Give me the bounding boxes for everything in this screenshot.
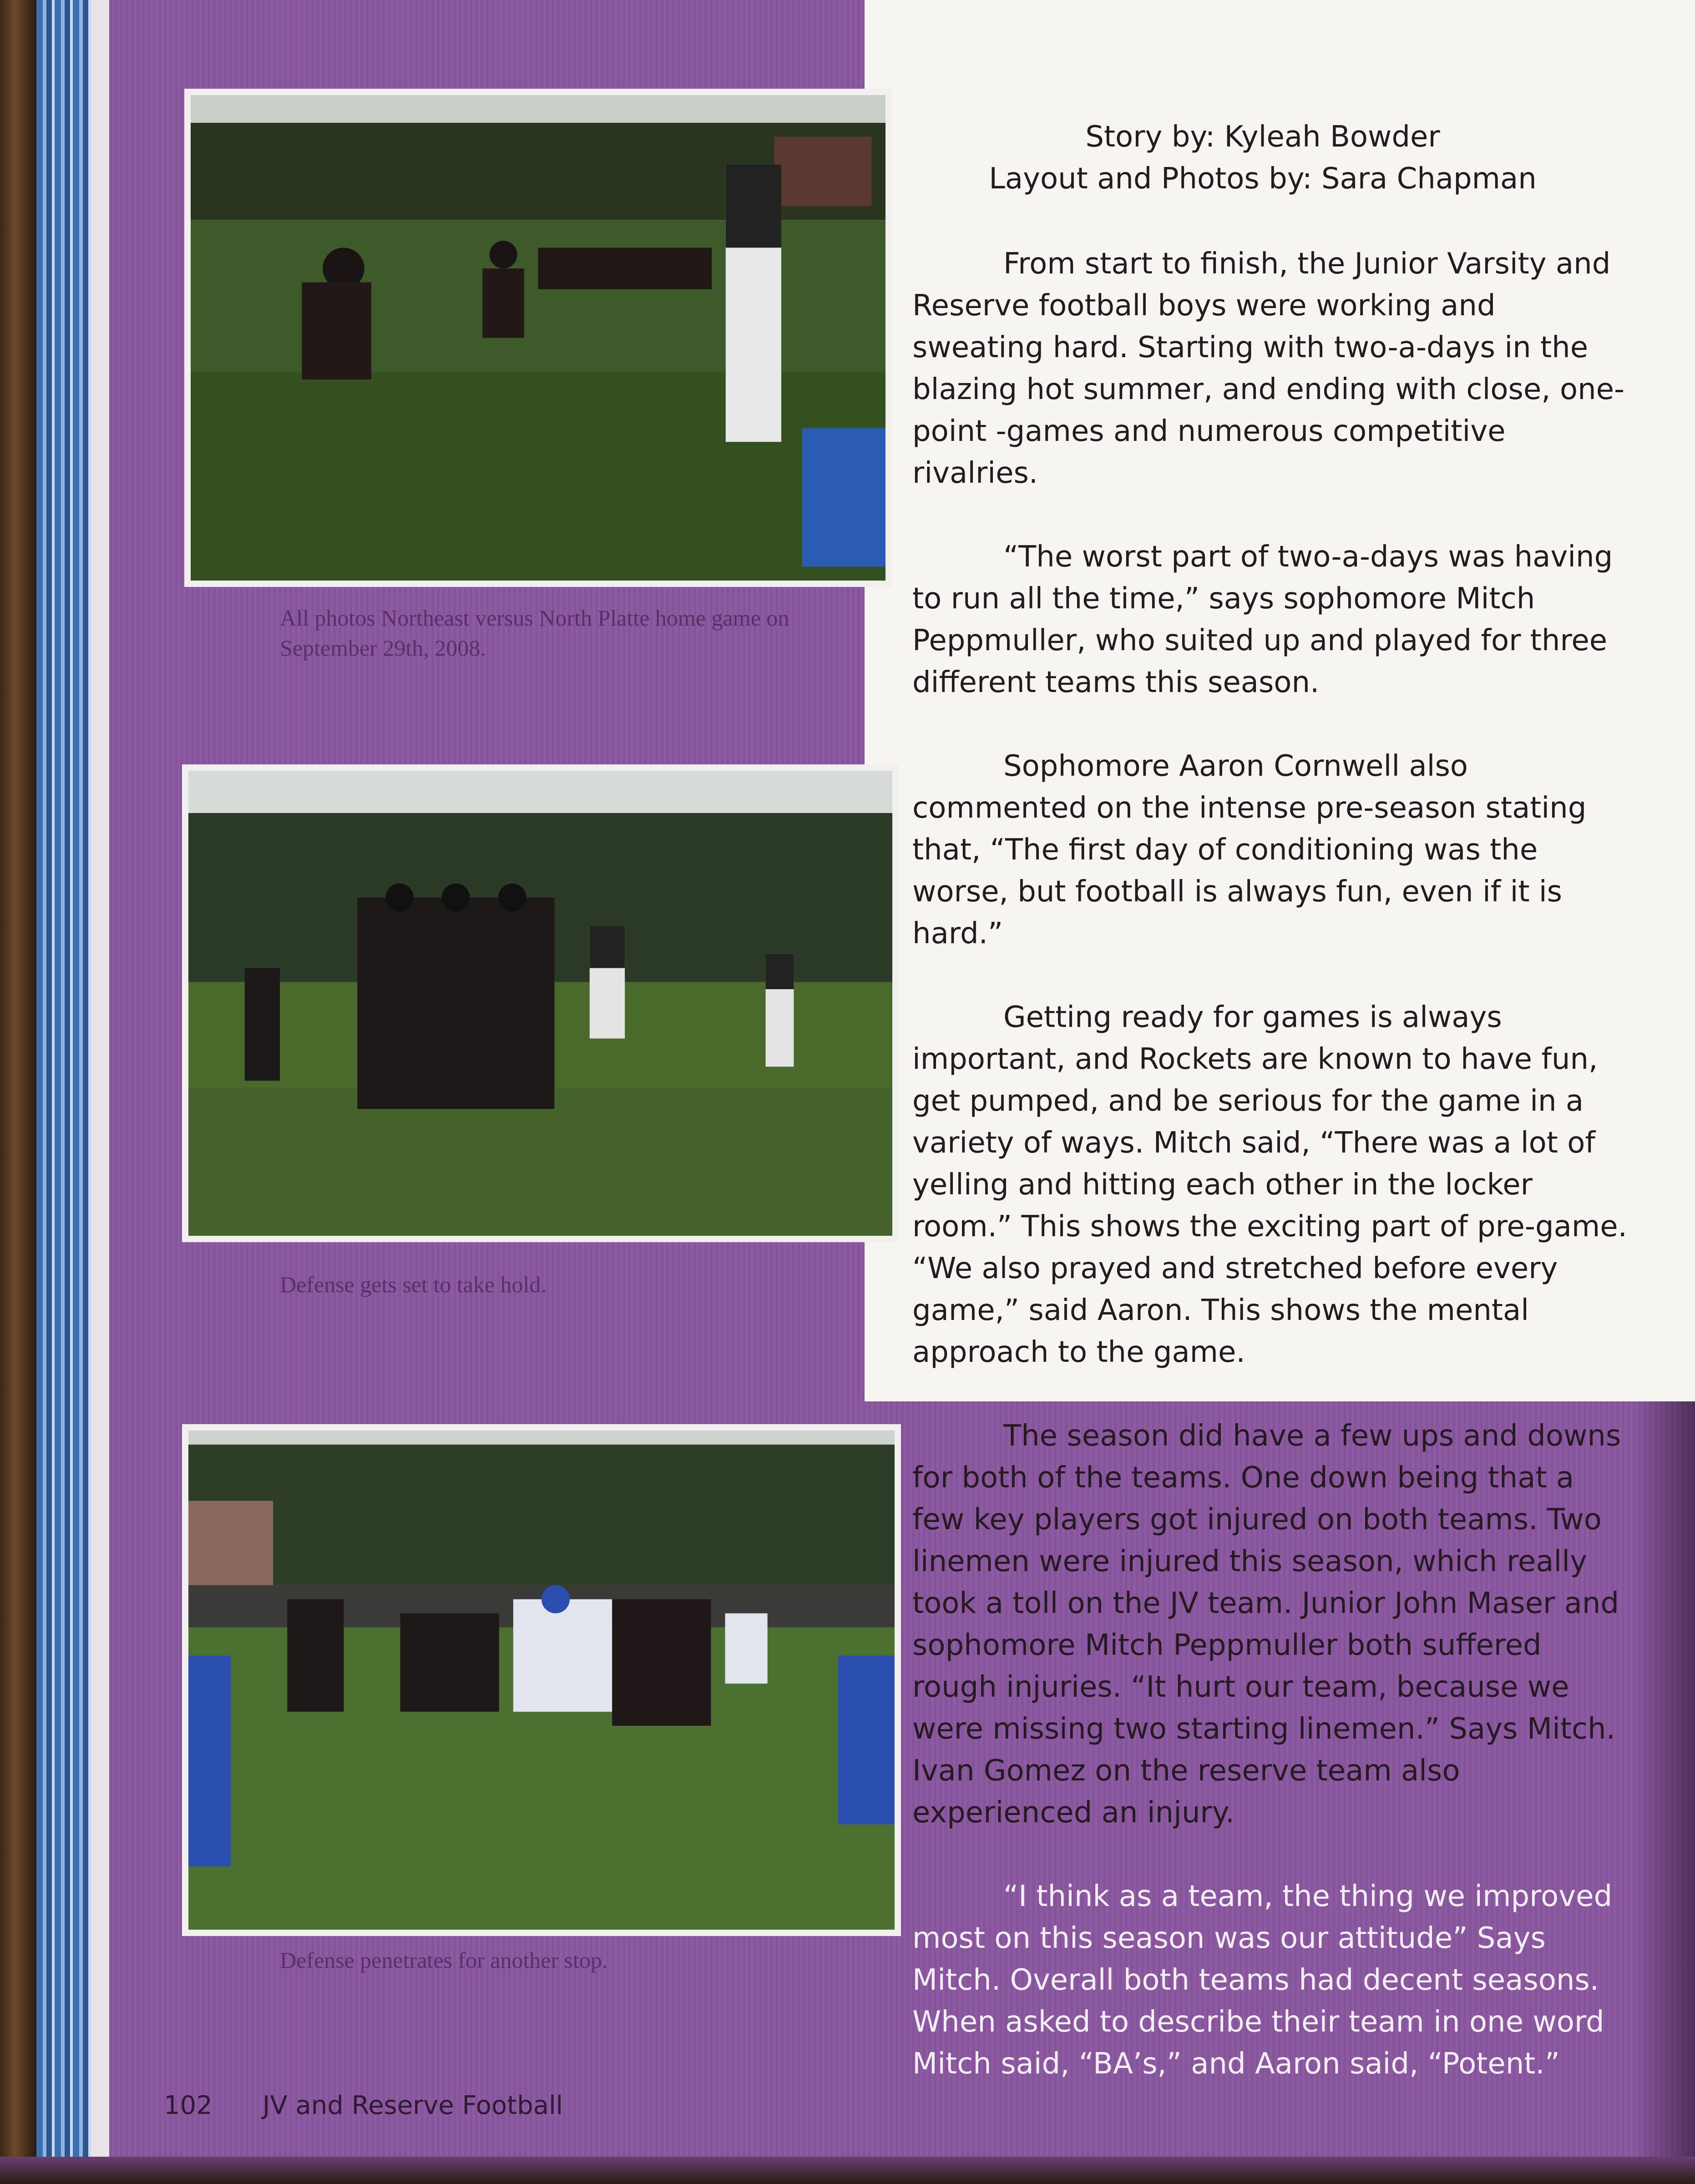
inner-margin [91,0,109,2184]
paragraph-2: “The worst part of two-a-days was having to run all the time,” says sophomore Mitch Peppmuller, who suited up and played for three different teams this season. [912,540,1613,699]
credits [912,116,1631,200]
layout-credit: Layout and Photos by: Sara Chapman [989,162,1537,196]
page-curl-shadow [1634,1401,1695,2184]
page-number: 102 [164,2091,213,2120]
book-spine [0,0,36,2184]
paragraph-3: Sophomore Aaron Cornwell also commented on the intense pre-season stating that, “The first day of conditioning was the worse, but football is always fun, even if it is hard.” [912,749,1587,950]
section-title: JV and Reserve Football [262,2091,563,2120]
photo1-caption: All photos Northeast versus North Platte home game on September 29th, 2008. [280,605,789,661]
story-article [912,116,1631,2127]
paragraph-1: From start to finish, the Junior Varsity and Reserve football boys were working and sweating hard. Starting with two-a-days in the blazing hot summer, and ending with close, one-point -games and numerous competitive rivalries. [912,247,1625,490]
photo3-caption: Defense penetrates for another stop. [280,1947,608,1973]
photo-defense-huddle [182,764,899,1242]
page-footer [164,2091,613,2120]
photo-football-line [184,89,892,587]
photo2-caption: Defense gets set to take hold. [280,1272,546,1297]
page-edges [36,0,91,2184]
photo-defense-stop [182,1424,901,1936]
paragraph-5: The season did have a few ups and downs for both of the teams. One down being that a few key players got injured on both teams. Two linemen were injured this season, which really took a toll on the JV team. Junior John Maser and sophomore Mitch Peppmuller both suffered rough injuries. “It hurt our team, because we were missing two starting linemen.” Says Mitch. Ivan Gomez on the reserve team also experienced an injury. [912,1419,1621,1830]
paragraph-6: “I think as a team, the thing we improved most on this season was our attitude” Says Mitch. Overall both teams had decent seasons. When asked to describe their team in one word Mitch said, “BA’s,” and Aaron said, “Potent.” [912,1880,1613,2081]
story-credit: Story by: Kyleah Bowder [1085,120,1440,154]
paragraph-4: Getting ready for games is always important, and Rockets are known to have fun, get pumped, and be serious for the game in a variety of ways. Mitch said, “There was a lot of yelling and hitting each other in the locker room.” This shows the exciting part of pre-game. “We also prayed and stretched before every game,” said Aaron. This shows the mental approach to the game. [912,1001,1627,1369]
page-bottom-edge [0,2157,1695,2184]
